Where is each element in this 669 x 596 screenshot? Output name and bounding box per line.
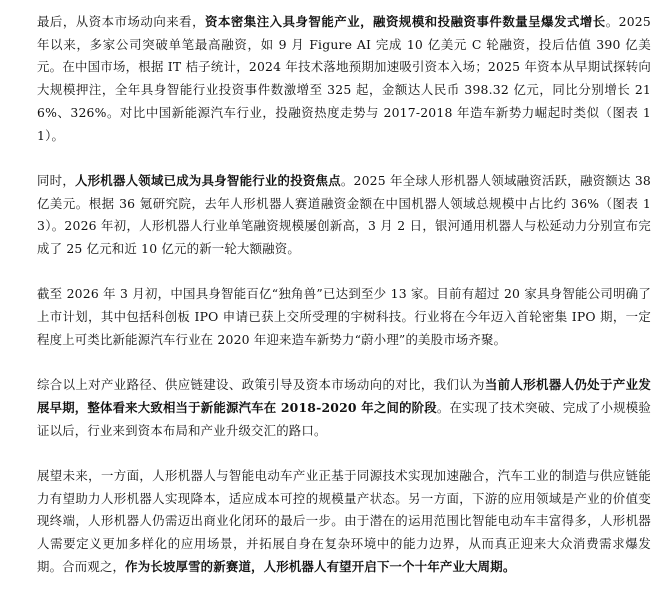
text-segment: 。在实现了技术突破、完成了小规模验证以后，行业来到资本布局和产业升级交汇的路口。: [37, 399, 651, 438]
paragraph-comparison-summary: [37, 374, 651, 442]
text-segment: 同时，: [37, 172, 75, 188]
paragraph-outlook: [37, 465, 651, 579]
text-segment: 最后，从资本市场动向来看，: [37, 14, 206, 29]
text-segment: 。2025 年全球人形机器人领域融资活跃，融资额达 38 亿美元。根据 36 氪研究院，去年人形机器人赛道融资金额在中国机器人领域总规模中占比约 36%（图表 13）。2026 年初，人形机器人行业单笔融资规模屡创新高，3 月 2 日，银河通用机器人与松延动力分别宣布完成了 25 亿元和近 10 亿元的新一轮大额融资。: [37, 172, 651, 257]
bold-text-segment: 作为长坡厚雪的新赛道，人形机器人有望开启下一个十年产业大周期。: [125, 558, 516, 574]
paragraph-capital-market: [37, 11, 651, 147]
text-segment: 展望未来，一方面，人形机器人与智能电动车产业正基于同源技术实现加速融合，汽车工业的制造与供应链能力有望助力人形机器人实现降本，适应成本可控的规模量产状态。另一方面，下游的应用领域是产业的价值变现终端，人形机器人仍需迈出商业化闭环的最后一步。由于潜在的运用范围比智能电动车丰富得多，人形机器人需要定义更加多样化的应用场景，并拓展自身在复杂环境中的能力边界，从而真正迎来大众消费需求爆发期。合而观之，: [37, 468, 651, 574]
text-segment: 综合以上对产业路径、供应链建设、政策引导及资本市场动向的对比，我们认为: [37, 377, 485, 393]
bold-text-segment: 人形机器人领域已成为具身智能行业的投资焦点: [74, 172, 341, 188]
paragraph-unicorns-ipo: [37, 283, 651, 351]
text-segment: 。2025 年以来，多家公司突破单笔最高融资，如 9 月 Figure AI 完成 10 亿美元 C 轮融资，投后估值 390 亿美元。在中国市场，根据 IT 桔子统计，2024 年技术落地预期加速吸引资本入场；2025 年资本从早期试探转向大规模押注，全年具身智能行业投资事件数激增至 325 起，金额达人民币 398.32 亿元，同比分别增长 216%、326%。对比中国新能源汽车行业，投融资热度走势与 2017-2018 年造车新势力崛起时类似（图表 11）。: [37, 14, 651, 143]
paragraph-humanoid-investment: [37, 170, 651, 261]
bold-text-segment: 当前人形机器人仍处于产业发展早期，整体看来大致相当于新能源汽车在 2018-2020 年之间的阶段: [37, 377, 651, 415]
text-segment: 截至 2026 年 3 月初，中国具身智能百亿“独角兽”已达到至少 13 家。目前有超过 20 家具身智能公司明确了上市计划，其中包括科创板 IPO 申请已获上交所受理的宇树科技。行业将在今年迈入首轮密集 IPO 期，一定程度上可类比新能源汽车行业在 2020 年迎来造车新势力“蔚小理”的美股市场齐聚。: [37, 286, 651, 347]
bold-text-segment: 资本密集注入具身智能产业，融资规模和投融资事件数量呈爆发式增长: [205, 14, 606, 29]
